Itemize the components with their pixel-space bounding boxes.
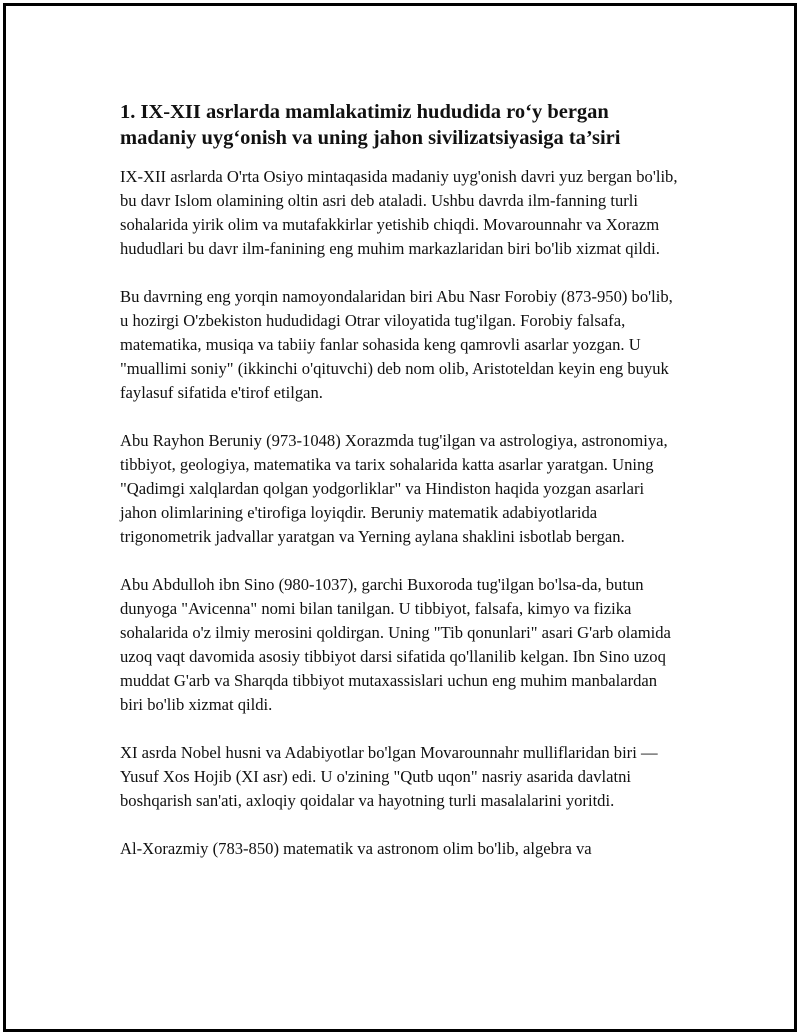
paragraph-cultural-renaissance: IX-XII asrlarda O'rta Osiyo mintaqasida madaniy uyg'onish davri yuz bergan bo'lib, bu davr Islom olamining oltin asri deb ataladi. Ushbu davrda ilm-fanning turli sohalarida yirik olim va mutafakkirlar yetishib chiqdi. Movarounnahr va Xorazm hududlari bu davr ilm-fanining eng muhim markazlaridan biri bo'lib xizmat qildi. xyxy=(120,167,678,258)
section-heading: 1. IX-XII asrlarda mamlakatimiz hududida ro‘y bergan madaniy uyg‘onish va uning jahon sivilizatsiyasiga ta’siri xyxy=(120,101,621,149)
paragraph-farabi: Bu davrning eng yorqin namoyondalaridan biri Abu Nasr Forobiy (873-950) bo'lib, u hozirgi O'zbekiston hududidagi Otrar viloyatida tug'ilgan. Forobiy falsafa, matematika, musiqa va tabiiy fanlar sohasida keng qamrovli asarlar yozgan. U "muallimi soniy" (ikkinchi o'qituvchi) deb nom olib, Aristoteldan keyin eng buyuk faylasuf sifatida e'tirof etilgan. xyxy=(120,287,673,402)
paragraph-al-xorazmiy: Al-Xorazmiy (783-850) matematik va astronom olim bo'lib, algebra va xyxy=(120,839,592,858)
document-content xyxy=(120,99,680,885)
paragraph-beruni: Abu Rayhon Beruniy (973-1048) Xorazmda tug'ilgan va astrologiya, astronomiya, tibbiyot, geologiya, matematika va tarix sohalarida katta asarlar yaratgan. Uning "Qadimgi xalqlardan qolgan yodgorliklar" va Hindiston haqida yozgan asarlari jahon olimlarining e'tirofiga loyiqdir. Beruniy matematik adabiyotlarida trigonometrik jadvallar yaratgan va Yerning aylana shaklini isbotlab bergan. xyxy=(120,431,668,546)
paragraph-yusuf-xos-hojib: XI asrda Nobel husni va Adabiyotlar bo'lgan Movarounnahr mulliflaridan biri — Yusuf Xos Hojib (XI asr) edi. U o'zining "Qutb uqon" nasriy asarida davlatni boshqarish san'ati, axloqiy qoidalar va hayotning turli masalalarini yoritdi. xyxy=(120,743,658,810)
paragraph-ibn-sino: Abu Abdulloh ibn Sino (980-1037), garchi Buxoroda tug'ilgan bo'lsa-da, butun dunyoga "Avicenna" nomi bilan tanilgan. U tibbiyot, falsafa, kimyo va fizika sohalarida o'z ilmiy merosini qoldirgan. Uning "Tib qonunlari" asari G'arb olamida uzoq vaqt davomida asosiy tibbiyot darsi sifatida qo'llanilib kelgan. Ibn Sino uzoq muddat G'arb va Sharqda tibbiyot mutaxassislari uchun eng muhim manbalardan biri bo'lib xizmat qildi. xyxy=(120,575,671,714)
document-page xyxy=(3,3,797,1032)
